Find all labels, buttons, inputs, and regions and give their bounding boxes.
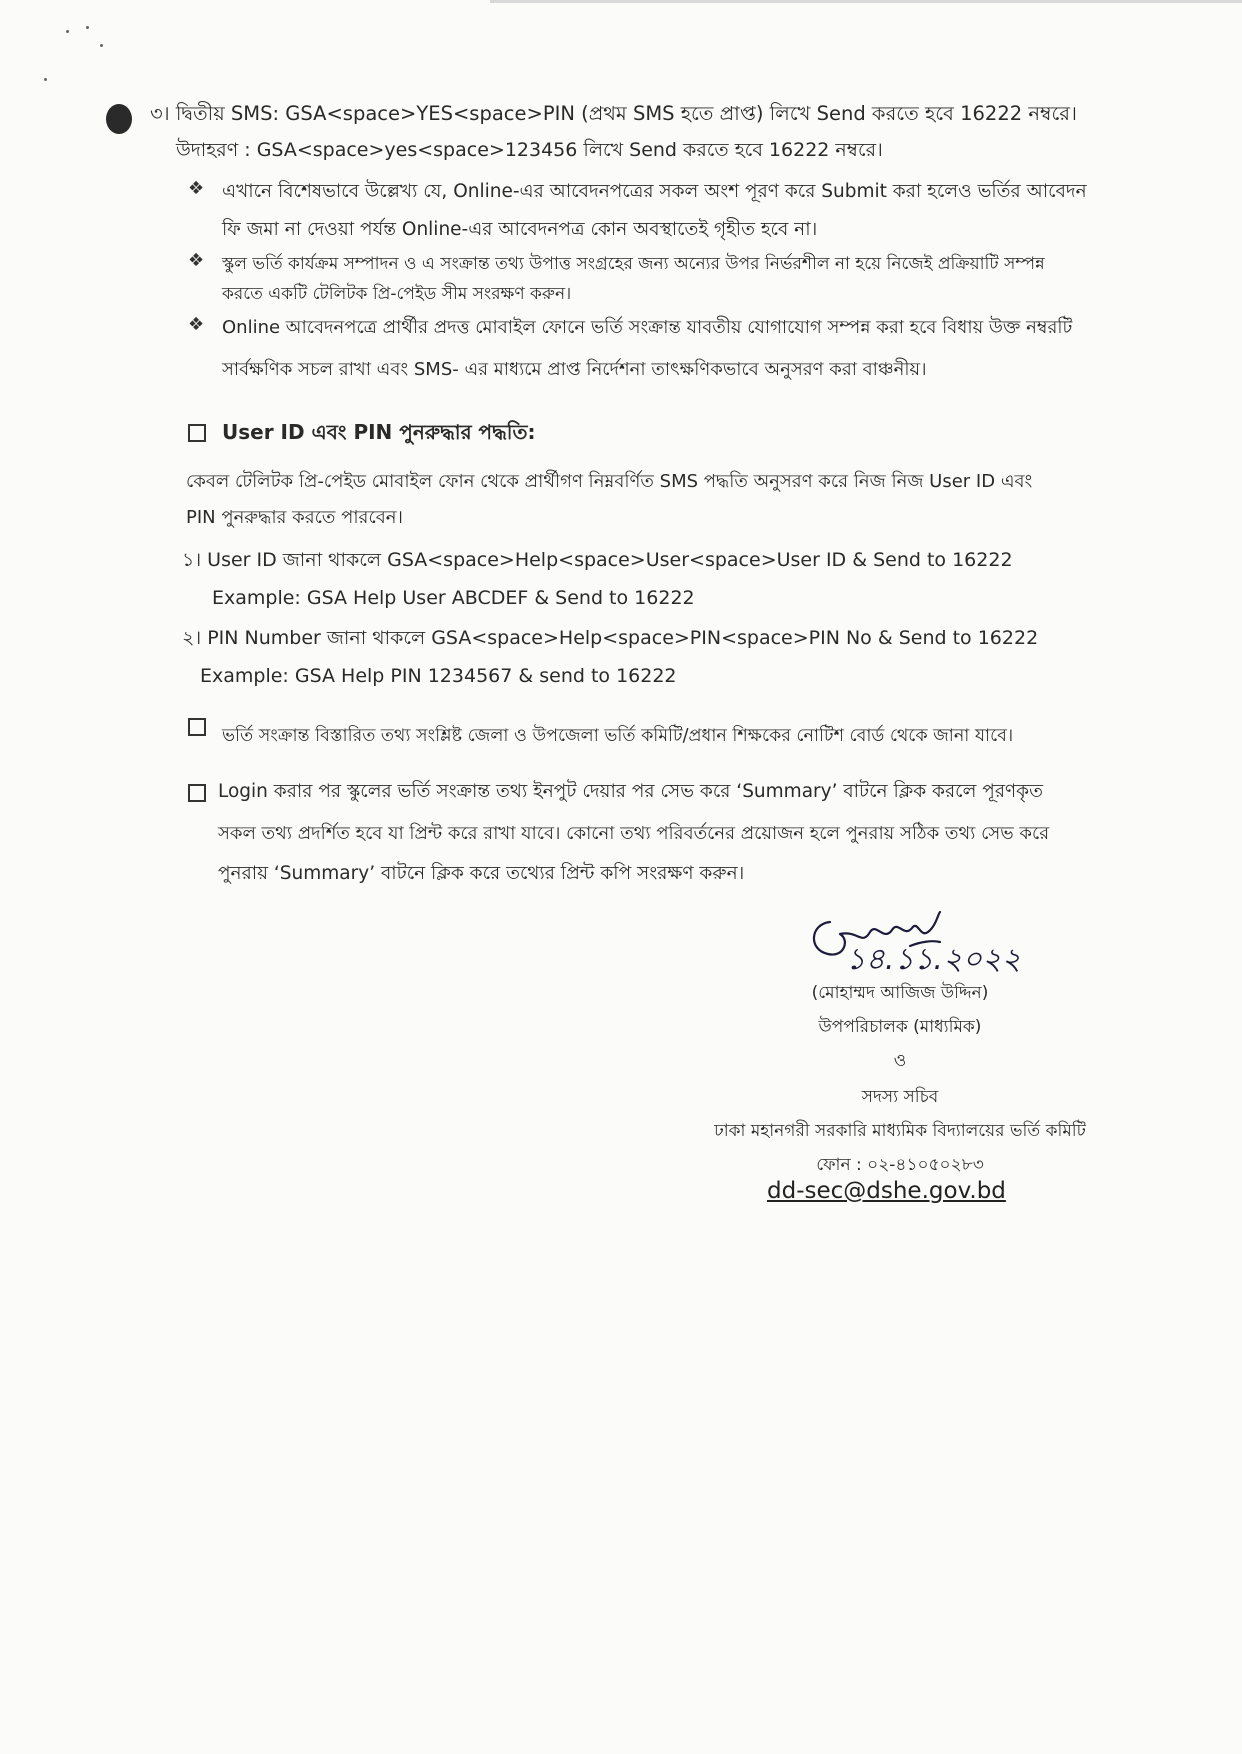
signatory-name: (মোহাম্মদ আজিজ উদ্দিন)	[811, 983, 989, 1003]
scan-speck	[44, 78, 47, 81]
note1-line1: এখানে বিশেষভাবে উল্লেখ্য যে, Online-এর আবেদনপত্রের সকল অংশ পূরণ করে Submit করা হলেও ভর্তির আবেদন	[222, 181, 1087, 202]
signatory-conjunction: ও	[893, 1051, 907, 1071]
signatory-committee: ঢাকা মহানগরী সরকারি মাধ্যমিক বিদ্যালয়ের ভর্তি কমিটি	[714, 1121, 1086, 1141]
login-note-line2: সকল তথ্য প্রদর্শিত হবে যা প্রিন্ট করে রাখা যাবে। কোনো তথ্য পরিবর্তনের প্রয়োজন হলে পুনরায় সঠিক তথ্য সেভ করে	[218, 823, 1050, 844]
scan-speck	[66, 30, 69, 33]
recovery-item2-example: Example: GSA Help PIN 1234567 & send to 16222	[200, 665, 677, 687]
signatory-email-link[interactable]: dd-sec@dshe.gov.bd	[767, 1178, 1006, 1204]
login-note-line1: Login করার পর স্কুলের ভর্তি সংক্রান্ত তথ্য ইনপুট দেয়ার পর সেভ করে ‘Summary’ বাটনে ক্লিক করলে পূরণকৃত	[218, 781, 1044, 802]
signature-date: ১৪.১১.২০২২	[846, 942, 1021, 977]
recovery-item2: ২। PIN Number জানা থাকলে GSA<space>Help<space>PIN<space>PIN No & Send to 16222	[182, 627, 1039, 649]
step3-line1: ৩। দ্বিতীয় SMS: GSA<space>YES<space>PIN (প্রথম SMS হতে প্রাপ্ত) লিখে Send করতে হবে 16222 নম্বরে।	[150, 102, 1077, 125]
signatory-phone: ফোন : ০২-৪১০৫০২৮৩	[816, 1155, 984, 1175]
bullet-icon: ❖	[188, 178, 205, 199]
recovery-item1-example: Example: GSA Help User ABCDEF & Send to 16222	[212, 587, 695, 609]
scan-speck	[100, 44, 103, 47]
checkbox-icon	[188, 784, 206, 802]
notice-text: ভর্তি সংক্রান্ত বিস্তারিত তথ্য সংশ্লিষ্ট জেলা ও উপজেলা ভর্তি কমিটি/প্রধান শিক্ষকের নোটিশ বোর্ড থেকে জানা যাবে।	[222, 726, 1014, 746]
note3-line2: সার্বক্ষণিক সচল রাখা এবং SMS- এর মাধ্যমে প্রাপ্ত নির্দেশনা তাৎক্ষণিকভাবে অনুসরণ করা বাঞ্চনীয়।	[222, 359, 927, 380]
recovery-intro-line1: কেবল টেলিটক প্রি-পেইড মোবাইল ফোন থেকে প্রার্থীগণ নিম্নবর্ণিত SMS পদ্ধতি অনুসরণ করে নিজ নিজ User ID এবং	[186, 471, 1033, 492]
note2-line2: করতে একটি টেলিটক প্রি-পেইড সীম সংরক্ষণ করুন।	[222, 284, 572, 304]
note2-line1: স্কুল ভর্তি কার্যক্রম সম্পাদন ও এ সংক্রান্ত তথ্য উপাত্ত সংগ্রহের জন্য অন্যের উপর নির্ভরশীল না হয়ে নিজেই প্রক্রিয়াটি সম্পন্ন	[222, 254, 1045, 274]
recovery-intro-line2: PIN পুনরুদ্ধার করতে পারবেন।	[186, 507, 403, 528]
signatory-designation: উপপরিচালক (মাধ্যমিক)	[818, 1017, 982, 1037]
checkbox-icon	[188, 718, 206, 736]
step3-line2: উদাহরণ : GSA<space>yes<space>123456 লিখে Send করতে হবে 16222 নম্বরে।	[176, 139, 883, 161]
recovery-heading: User ID এবং PIN পুনরুদ্ধার পদ্ধতি:	[222, 420, 536, 444]
note1-line2: ফি জমা না দেওয়া পর্যন্ত Online-এর আবেদনপত্র কোন অবস্থাতেই গৃহীত হবে না।	[222, 219, 818, 240]
checkbox-icon	[188, 424, 206, 442]
note3-line1: Online আবেদনপত্রে প্রার্থীর প্রদত্ত মোবাইল ফোনে ভর্তি সংক্রান্ত যাবতীয় যোগাযোগ সম্পন্ন করা হবে বিধায় উক্ত নম্বরটি	[222, 317, 1073, 338]
punch-hole	[106, 104, 132, 134]
scan-edge	[490, 0, 1242, 3]
signatory-role: সদস্য সচিব	[861, 1087, 939, 1107]
bullet-icon: ❖	[188, 250, 205, 271]
login-note-line3: পুনরায় ‘Summary’ বাটনে ক্লিক করে তথ্যের প্রিন্ট কপি সংরক্ষণ করুন।	[218, 863, 745, 884]
recovery-item1: ১। User ID জানা থাকলে GSA<space>Help<space>User<space>User ID & Send to 16222	[182, 549, 1013, 571]
scan-speck	[86, 26, 89, 29]
bullet-icon: ❖	[188, 314, 205, 335]
